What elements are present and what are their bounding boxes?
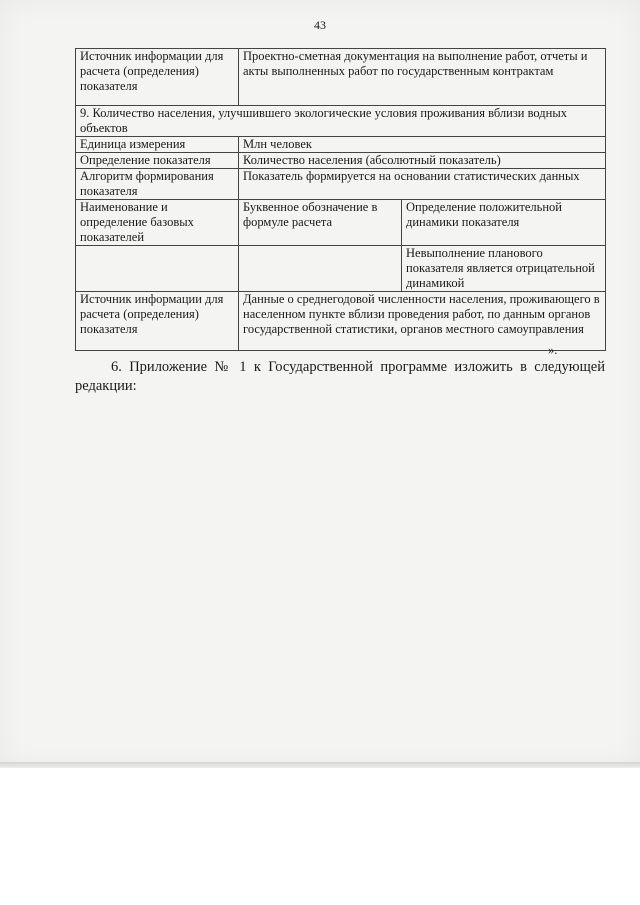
page-number: 43 bbox=[314, 18, 326, 32]
row-label-unit: Единица измерения bbox=[76, 137, 239, 153]
row-value-unit: Млн человек bbox=[239, 137, 606, 153]
table-row bbox=[76, 246, 606, 292]
empty-cell bbox=[76, 246, 239, 292]
table-row bbox=[76, 137, 606, 153]
table-row bbox=[76, 153, 606, 169]
row-label-definition: Определение показателя bbox=[76, 153, 239, 169]
row-label-info-source: Источник информации для расчета (определения) показателя bbox=[76, 49, 239, 106]
row-value-definition: Количество населения (абсолютный показатель) bbox=[239, 153, 606, 169]
empty-cell bbox=[239, 246, 402, 292]
row-value-algorithm: Показатель формируется на основании статистических данных bbox=[239, 169, 606, 200]
table-row bbox=[76, 292, 606, 351]
row-value-info-source: Проектно-сметная документация на выполнение работ, отчеты и акты выполненных работ по государственным контрактам bbox=[239, 49, 606, 106]
closing-quote: ». bbox=[548, 343, 558, 357]
table-row bbox=[76, 169, 606, 200]
base-col-negative-dynamics: Невыполнение планового показателя является отрицательной динамикой bbox=[402, 246, 606, 292]
row-label-base-indicators: Наименование и определение базовых показателей bbox=[76, 200, 239, 246]
indicator-passport-table bbox=[75, 48, 606, 351]
base-col-positive-dynamics: Определение положительной динамики показателя bbox=[402, 200, 606, 246]
row-label-algorithm: Алгоритм формирования показателя bbox=[76, 169, 239, 200]
table-row bbox=[76, 200, 606, 246]
amendment-paragraph: 6. Приложение № 1 к Государственной программе изложить в следующей редакции: bbox=[75, 359, 605, 394]
scan-bottom-edge bbox=[0, 762, 640, 768]
row-label-info-source-2: Источник информации для расчета (определения) показателя bbox=[76, 292, 239, 351]
row-value-info-source-2: Данные о среднегодовой численности населения, проживающего в населенном пункте вблизи проведения работ, по данным органов государственной статистики, органов местного самоуправления bbox=[239, 292, 606, 351]
table-row bbox=[76, 49, 606, 106]
base-col-letter-designation: Буквенное обозначение в формуле расчета bbox=[239, 200, 402, 246]
indicator-heading: 9. Количество населения, улучшившего экологические условия проживания вблизи водных объектов bbox=[76, 106, 606, 137]
table-row bbox=[76, 106, 606, 137]
